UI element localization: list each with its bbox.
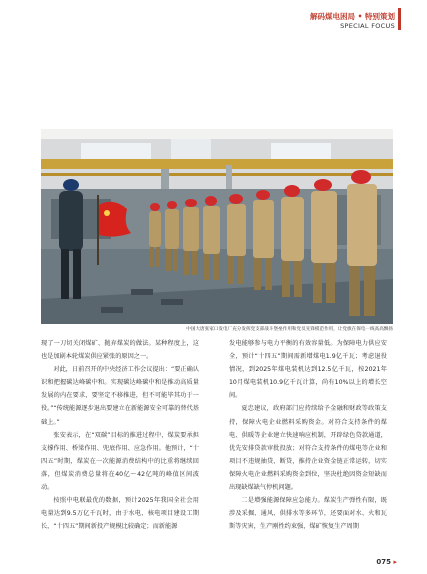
paragraph: 发电能够参与电力平衡的有效容量低。为保障电力供应安全，预计“十四五”期间需新增煤电1.9亿千瓦；考虑退役情况，到2025年煤电装机达到12.5亿千瓦，按2021年10月煤电装机10.9亿千瓦计算，尚有10%以上的增长空间。 <box>229 340 387 400</box>
right-column <box>229 337 387 533</box>
left-column <box>41 337 199 533</box>
page-header <box>0 0 427 40</box>
page-number <box>376 558 397 566</box>
section-subtitle: SPECIAL FOCUS <box>340 22 395 30</box>
header-accent-bar <box>398 8 401 30</box>
section-tag: 解码煤电困局 • 特别策划 <box>309 12 395 21</box>
photo-caption: 中国大唐张家口发电厂充分发挥党支部战斗堡垒作用和党员先锋模范作用，让党旗在保电一线高高飘扬 <box>186 327 393 332</box>
paragraph: 夏忠建议，政府部门应持续给予金融和财政等政策支持，保障火电企业燃料采购资金。对符合支持条件的煤电、供暖等企业建立快速响应机制，开辟绿色贷款通道，优先安排贷款审批投放；对符合支持条件的煤电等企业和项目不违规抽贷、断贷，推持企业资金链正常运转，切实保障火电企业燃料采购资金到位，坚决杜绝因资金短缺而出现缺煤缺气停机问题。 <box>229 405 387 492</box>
photo-illustration <box>41 129 393 324</box>
paragraph: 对此，日前召开的中央经济工作会议提出：“要正确认识和把握碳达峰碳中和。实现碳达峰碳中和是推动高质量发展的内在要求，要坚定不移推进，但不可能毕其功于一役。”“传统能源逐步退出要建立在新能源安全可靠的替代基础上。” <box>41 366 199 426</box>
paragraph: 二是增强能源保障应急能力。煤炭生产弹性有限，既涉及采掘、通风、供排水等多环节，还要面对水、火和瓦斯等灾害，生产刚性约束强，煤矿恢复生产周期 <box>229 497 387 531</box>
page-arrow-icon: ▸ <box>393 558 397 566</box>
page-number-text: 075 <box>376 558 392 566</box>
paragraph: 按照中电联最优的数据，预计2025年我国全社会用电量达到9.5万亿千瓦时，由于水电、核电项目建设工期长，“十四五”期间新投产规模比较确定；而新能源 <box>41 497 199 531</box>
paragraph: 张安表示，在“双碳”目标的推进过程中，煤炭要承担支撑作用、桥梁作用、兜底作用、应急作用。他预计，“十四五”时期，煤炭在一次能源消费结构中的比重将继续回落，但煤炭消费总量将在40亿～42亿吨的峰值区间波动。 <box>41 431 199 492</box>
paragraph: 现了一刀切关闭煤矿、抛弃煤炭的做法。某种程度上，这也是加剧本轮煤炭供应紧张的原因之一。 <box>41 340 199 361</box>
feature-photo <box>41 129 393 324</box>
